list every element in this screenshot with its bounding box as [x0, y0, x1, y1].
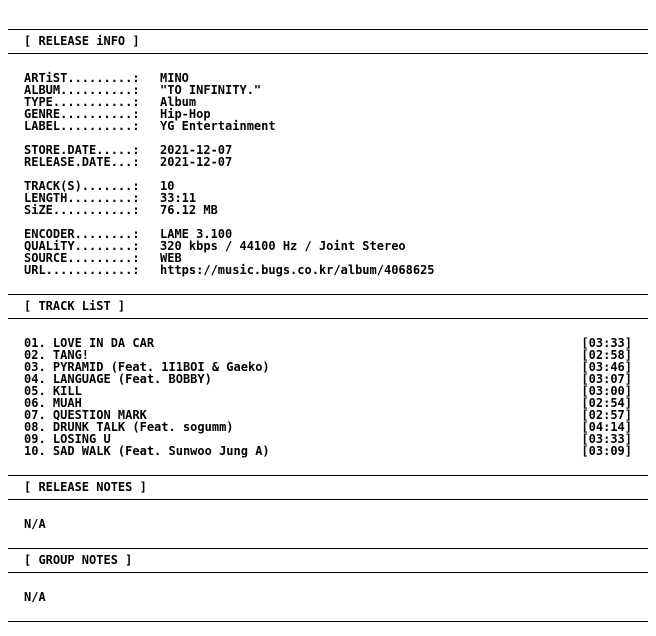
info-key: URL............:	[24, 263, 140, 277]
info-value: YG Entertainment	[160, 119, 276, 133]
info-value: 320 kbps / 44100 Hz / Joint Stereo	[160, 239, 406, 253]
track-duration: [03:09]	[581, 444, 632, 458]
track-duration: [03:33]	[581, 432, 632, 446]
info-value: WEB	[160, 251, 182, 265]
track-duration: [02:54]	[581, 396, 632, 410]
group-notes-header: [ GROUP NOTES ]	[24, 553, 133, 567]
info-key: ENCODER........:	[24, 227, 140, 241]
info-row-label	[24, 120, 648, 132]
track-duration: [02:58]	[581, 348, 632, 362]
info-value: 76.12 MB	[160, 203, 218, 217]
release-notes-header: [ RELEASE NOTES ]	[24, 480, 147, 494]
track-duration: [03:33]	[581, 336, 632, 350]
track-title: 05. KILL	[24, 384, 82, 398]
info-value: 2021-12-07	[160, 143, 233, 157]
track-title: 09. LOSING U	[24, 432, 111, 446]
info-key: LENGTH.........:	[24, 191, 140, 205]
info-key: GENRE..........:	[24, 107, 140, 121]
info-value: "TO INFINITY."	[160, 83, 262, 97]
track-duration: [03:07]	[581, 372, 632, 386]
track-duration: [03:46]	[581, 360, 632, 374]
track-row	[24, 445, 648, 457]
track-row	[24, 337, 648, 349]
track-title: 01. LOVE IN DA CAR	[24, 336, 155, 350]
info-row-size	[24, 204, 648, 216]
info-value: 2021-12-07	[160, 155, 233, 169]
track-list-header: [ TRACK LiST ]	[24, 299, 126, 313]
release-info-body	[8, 54, 648, 294]
track-row	[24, 373, 648, 385]
divider	[8, 621, 648, 622]
track-title: 08. DRUNK TALK (Feat. sogumm)	[24, 420, 234, 434]
info-key: ALBUM..........:	[24, 83, 140, 97]
info-key: RELEASE.DATE...:	[24, 155, 140, 169]
info-key: TYPE...........:	[24, 95, 140, 109]
track-duration: [03:00]	[581, 384, 632, 398]
info-key: SOURCE.........:	[24, 251, 140, 265]
info-value: LAME 3.100	[160, 227, 233, 241]
track-title: 04. LANGUAGE (Feat. BOBBY)	[24, 372, 212, 386]
track-title: 03. PYRAMID (Feat. 1I1BOI & Gaeko)	[24, 360, 270, 374]
track-title: 06. MUAH	[24, 396, 82, 410]
info-key: ARTiST.........:	[24, 71, 140, 85]
group-notes-text: N/A	[24, 590, 46, 604]
nfo-document	[8, 29, 648, 622]
release-info-header: [ RELEASE iNFO ]	[24, 34, 140, 48]
info-key: QUALiTY........:	[24, 239, 140, 253]
track-row	[24, 421, 648, 433]
info-value: https://music.bugs.co.kr/album/4068625	[160, 263, 435, 277]
info-value: Album	[160, 95, 197, 109]
track-list-body	[8, 319, 648, 475]
release-notes-text: N/A	[24, 517, 46, 531]
track-title: 10. SAD WALK (Feat. Sunwoo Jung A)	[24, 444, 270, 458]
track-duration: [04:14]	[581, 420, 632, 434]
info-key: TRACK(S).......:	[24, 179, 140, 193]
info-value: Hip-Hop	[160, 107, 211, 121]
track-title: 02. TANG!	[24, 348, 90, 362]
info-value: 33:11	[160, 191, 197, 205]
track-title: 07. QUESTION MARK	[24, 408, 147, 422]
info-row-release-date	[24, 156, 648, 168]
info-row-url	[24, 264, 648, 276]
info-value: MINO	[160, 71, 189, 85]
track-duration: [02:57]	[581, 408, 632, 422]
info-key: SiZE...........:	[24, 203, 140, 217]
info-key: LABEL..........:	[24, 119, 140, 133]
info-value: 10	[160, 179, 175, 193]
track-row	[24, 385, 648, 397]
info-key: STORE.DATE.....:	[24, 143, 140, 157]
